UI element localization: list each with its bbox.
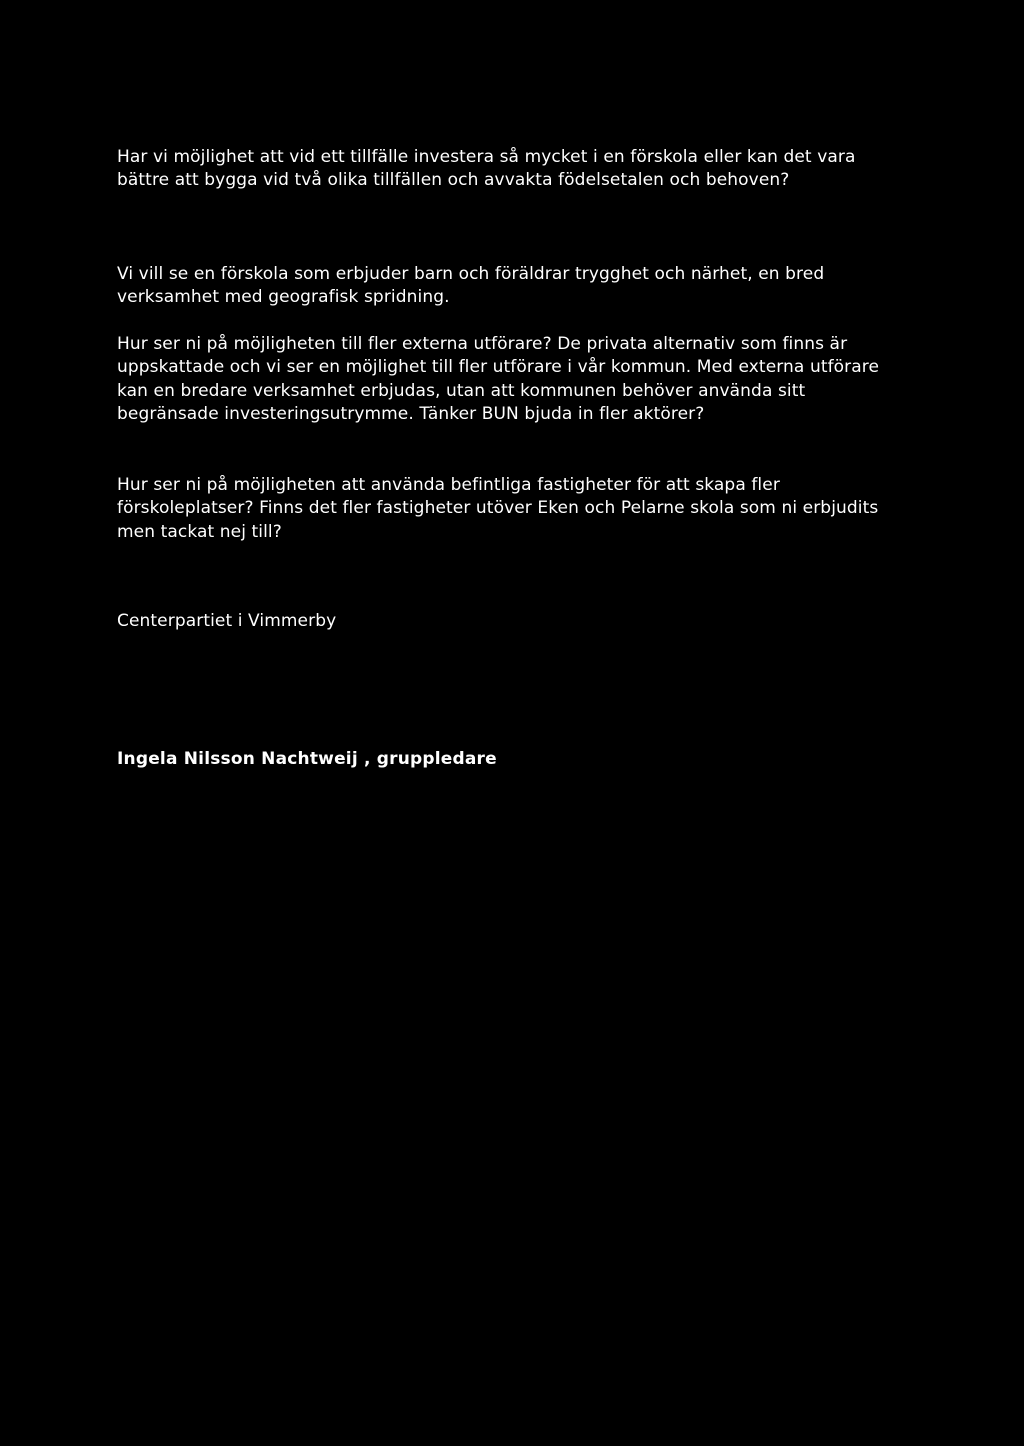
paragraph-existing-properties: Hur ser ni på möjligheten att använda befintliga fastigheter för att skapa fler förskoleplatser? Finns det fler fastigheter utöver Eken och Pelarne skola som ni erbjudits men tackat nej till?	[117, 475, 879, 542]
sender-line: Centerpartiet i Vimmerby	[117, 611, 337, 631]
paragraph-preschool-vision: Vi vill se en förskola som erbjuder barn och föräldrar trygghet och närhet, en bred verksamhet med geografisk spridning.	[117, 264, 825, 308]
paragraph-investment-question: Har vi möjlighet att vid ett tillfälle investera så mycket i en förskola eller kan det vara bättre att bygga vid två olika tillfällen och avvakta födelsetalen och behoven?	[117, 147, 856, 191]
paragraph-external-providers: Hur ser ni på möjligheten till fler externa utförare? De privata alternativ som finns är uppskattade och vi ser en möjlighet till fler utförare i vår kommun. Med externa utförare kan en bredare verksamhet erbjudas, utan att kommunen behöver använda sitt begränsade investeringsutrymme. Tänker BUN bjuda in fler aktörer?	[117, 334, 880, 425]
signature-line: Ingela Nilsson Nachtweij , gruppledare	[117, 749, 497, 769]
